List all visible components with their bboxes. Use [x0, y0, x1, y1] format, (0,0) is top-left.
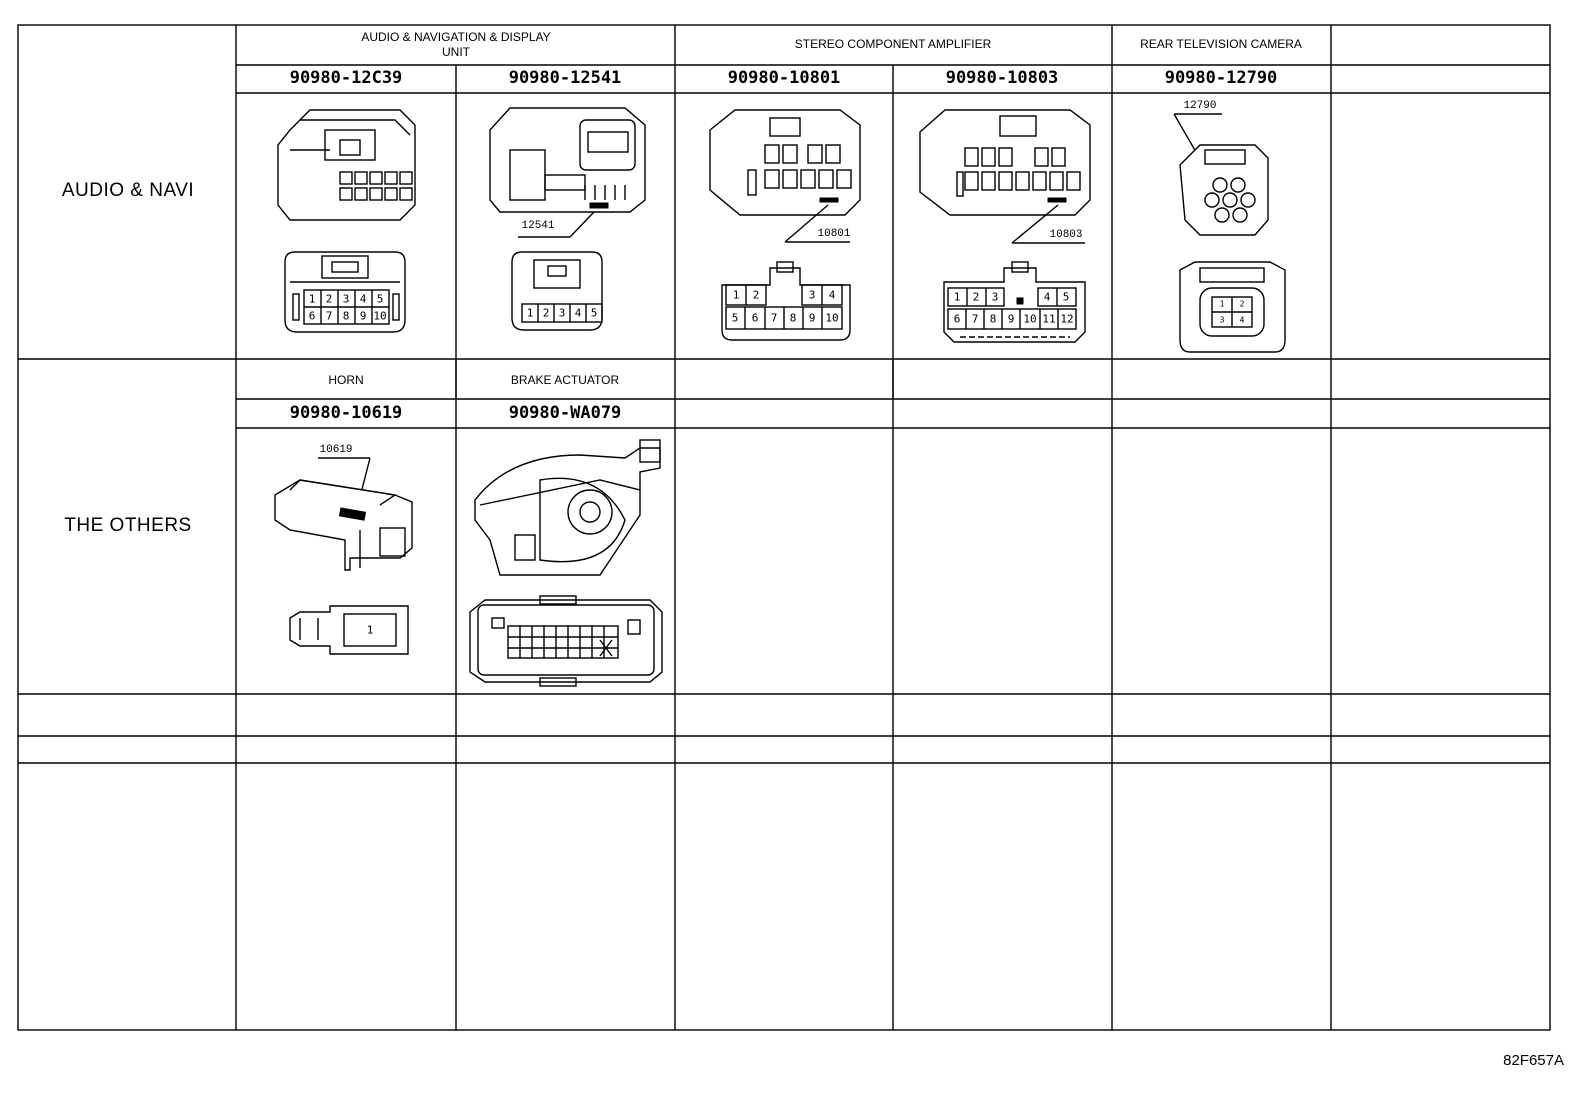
callout-label: 10619: [319, 444, 353, 456]
pin-number: 4: [1239, 315, 1245, 325]
part-number: 90980-WA079: [508, 403, 622, 423]
pin-number: 6: [751, 311, 759, 325]
group-header-brake-actuator: BRAKE ACTUATOR: [510, 373, 620, 387]
pin-number: 12: [1060, 312, 1074, 326]
pin-number: 5: [731, 311, 739, 325]
connector-10801-image: [710, 110, 860, 242]
pin-number: 4: [1043, 290, 1051, 304]
connector-10619-image: [275, 458, 412, 570]
part-number: 90980-12790: [1164, 68, 1278, 88]
group-header-audio-navigation-display: AUDIO & NAVIGATION & DISPLAY UNIT: [361, 30, 551, 59]
pin-number: 9: [359, 309, 367, 323]
part-number: 90980-12541: [508, 68, 622, 88]
pin-number: 3: [808, 288, 816, 302]
pin-number: 1: [953, 290, 961, 304]
pin-number: 6: [953, 312, 961, 326]
pin-number: 7: [325, 309, 333, 323]
pin-number: 9: [1007, 312, 1015, 326]
connector-12C39-image: [278, 110, 415, 220]
pin-number: 7: [770, 311, 778, 325]
callout-label: 12790: [1183, 100, 1217, 112]
connector-10619-face: [290, 606, 408, 654]
pin-number: 2: [752, 288, 760, 302]
pin-number: 5: [376, 292, 384, 306]
pin-number: 2: [1239, 299, 1245, 309]
group-header-stereo-amplifier: STEREO COMPONENT AMPLIFIER: [794, 37, 992, 51]
pin-number: 2: [542, 306, 550, 320]
row-label-audio-navi: AUDIO & NAVI: [61, 180, 195, 201]
pin-number: 11: [1042, 312, 1056, 326]
pin-number: 1: [732, 288, 740, 302]
pin-number: 10: [373, 309, 387, 323]
pin-number: 10: [825, 311, 839, 325]
connector-12541-face: [512, 252, 602, 330]
pin-number: 2: [325, 292, 333, 306]
pin-number: 4: [828, 288, 836, 302]
pin-number: 3: [558, 306, 566, 320]
pin-number: 1: [526, 306, 534, 320]
pin-number: 3: [991, 290, 999, 304]
pin-number: 1: [366, 623, 374, 637]
row-label-the-others: THE OTHERS: [64, 515, 192, 536]
connector-WA079-face: [470, 596, 662, 686]
pin-number: 3: [1219, 315, 1225, 325]
part-number: 90980-10619: [289, 403, 403, 423]
pin-number: 5: [590, 306, 598, 320]
part-number: 90980-10803: [945, 68, 1059, 88]
group-header-rear-camera: REAR TELEVISION CAMERA: [1140, 37, 1302, 51]
pin-number: 1: [1219, 299, 1225, 309]
connector-12541-image: [490, 108, 645, 237]
callout-label: 12541: [521, 220, 555, 232]
pin-number: 8: [342, 309, 350, 323]
pin-number: 10: [1023, 312, 1037, 326]
figure-id: 82F657A: [1503, 1052, 1564, 1069]
part-number: 90980-12C39: [289, 68, 403, 88]
pin-number: 4: [574, 306, 582, 320]
pin-number: 8: [989, 312, 997, 326]
pin-number: 7: [971, 312, 979, 326]
pin-number: 6: [308, 309, 316, 323]
pin-number: 4: [359, 292, 367, 306]
callout-label: 10801: [817, 228, 851, 240]
pin-number: 9: [808, 311, 816, 325]
connector-10803-image: [920, 110, 1090, 243]
pin-number: 2: [972, 290, 980, 304]
pin-number: 1: [308, 292, 316, 306]
part-number: 90980-10801: [727, 68, 841, 88]
connector-12790-face: [1180, 262, 1285, 352]
pin-number: 3: [342, 292, 350, 306]
pin-number: 5: [1062, 290, 1070, 304]
callout-label: 10803: [1049, 229, 1083, 241]
group-header-horn: HORN: [328, 373, 364, 387]
connector-12790-image: [1174, 114, 1268, 235]
pin-number: 8: [789, 311, 797, 325]
connector-WA079-image: [475, 440, 660, 575]
